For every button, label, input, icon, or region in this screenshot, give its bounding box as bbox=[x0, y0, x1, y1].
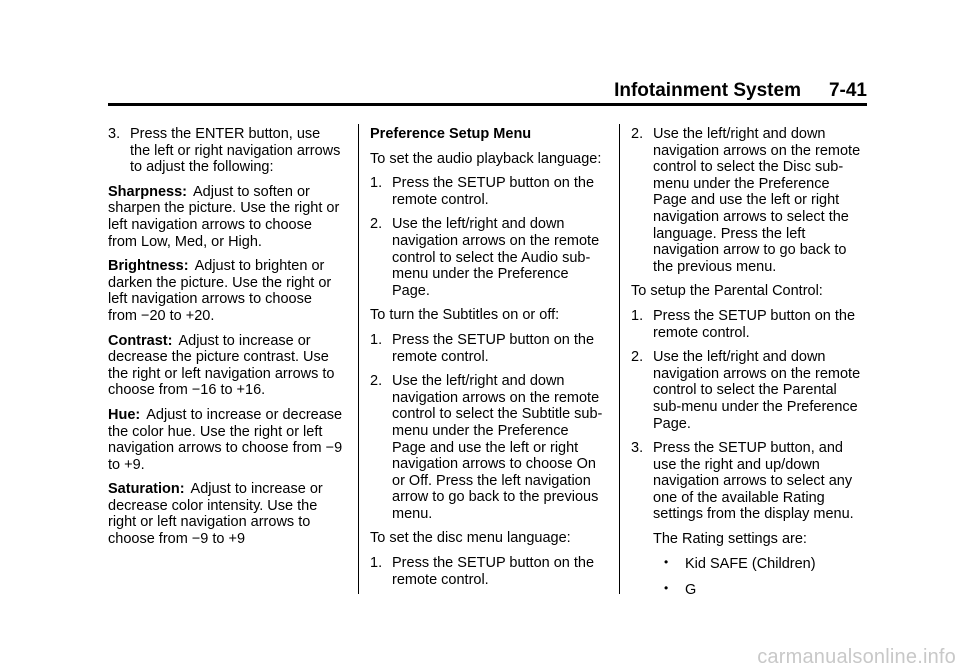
sharpness-term: Sharpness: bbox=[108, 183, 187, 200]
audio-intro: To set the audio playback language: bbox=[370, 150, 602, 167]
step-3: 3. Press the ENTER button, use the left or right navigation arrows to adjust the following: bbox=[108, 126, 341, 176]
column-divider-1 bbox=[358, 124, 359, 594]
page-number: 7-41 bbox=[828, 80, 867, 101]
contrast-entry: Contrast: Adjust to increase or decrease the picture contrast. Use the right or left navigation arrows to choose from −16 to +16. bbox=[108, 332, 335, 399]
saturation-term: Saturation: bbox=[108, 481, 185, 498]
brightness-term: Brightness: bbox=[108, 258, 189, 275]
disc-step-1: 1. Press the SETUP button on the remote control. bbox=[370, 555, 595, 588]
column-divider-2 bbox=[619, 124, 620, 594]
contrast-term: Contrast: bbox=[108, 332, 173, 349]
page-header bbox=[108, 80, 867, 102]
hue-term: Hue: bbox=[108, 406, 141, 423]
disc-step-2: 2. Use the left/right and down navigation arrows on the remote control to select the Disc sub-menu under the Preference Page and use the left or right navigation arrows to select the language. Press the left navigation arrow to go back to the previous menu. bbox=[631, 126, 861, 275]
parental-step-3: 3. Press the SETUP button, and use the right and up/down navigation arrows to select any one of the available Rating settings from the display menu. bbox=[631, 440, 854, 523]
rating-item: • Kid SAFE (Children) bbox=[664, 554, 816, 572]
parental-step-2: 2. Use the left/right and down navigation arrows on the remote control to select the Parental sub-menu under the Preference Page. bbox=[631, 349, 861, 432]
subtitle-step-1: 1. Press the SETUP button on the remote control. bbox=[370, 331, 595, 365]
section-title: Infotainment System bbox=[614, 80, 801, 101]
bullet-icon: • bbox=[664, 581, 669, 596]
bullet-icon: • bbox=[664, 554, 669, 569]
rating-intro: The Rating settings are: bbox=[653, 531, 807, 548]
preference-heading: Preference Setup Menu bbox=[370, 126, 532, 142]
audio-step-2: 2. Use the left/right and down navigation arrows on the remote control to select the Audio sub-menu under the Preference Page. bbox=[370, 216, 600, 299]
subtitle-intro: To turn the Subtitles on or off: bbox=[370, 307, 560, 324]
audio-step-1: 1. Press the SETUP button on the remote control. bbox=[370, 175, 595, 208]
column-2 bbox=[370, 126, 605, 596]
column-3 bbox=[631, 126, 866, 609]
header-rule bbox=[108, 103, 867, 106]
hue-entry: Hue: Adjust to increase or decrease the color hue. Use the right or left navigation arrows to choose from −9 to +9. bbox=[108, 406, 343, 473]
parental-step-1: 1. Press the SETUP button on the remote control. bbox=[631, 307, 856, 341]
sharpness-entry: Sharpness: Adjust to soften or sharpen the picture. Use the right or left navigation arrows to choose from Low, Med, or High. bbox=[108, 183, 340, 250]
subtitle-step-2: 2. Use the left/right and down navigation arrows on the remote control to select the Subtitle sub-menu under the Preference Page and use the left or right navigation arrows to choose On or Off. Press the left navigation arrow to go back to the previous menu. bbox=[370, 373, 603, 522]
saturation-entry: Saturation: Adjust to increase or decrease color intensity. Use the right or left navigation arrows to choose from −9 to +9 bbox=[108, 481, 323, 548]
watermark: carmanualsonline.info bbox=[757, 646, 956, 668]
parental-intro: To setup the Parental Control: bbox=[631, 283, 823, 300]
column-1 bbox=[108, 126, 343, 556]
brightness-entry: Brightness: Adjust to brighten or darken the picture. Use the right or left navigation arrows to choose from −20 to +20. bbox=[108, 258, 332, 324]
rating-item: • G bbox=[664, 581, 697, 599]
disc-intro: To set the disc menu language: bbox=[370, 530, 571, 547]
